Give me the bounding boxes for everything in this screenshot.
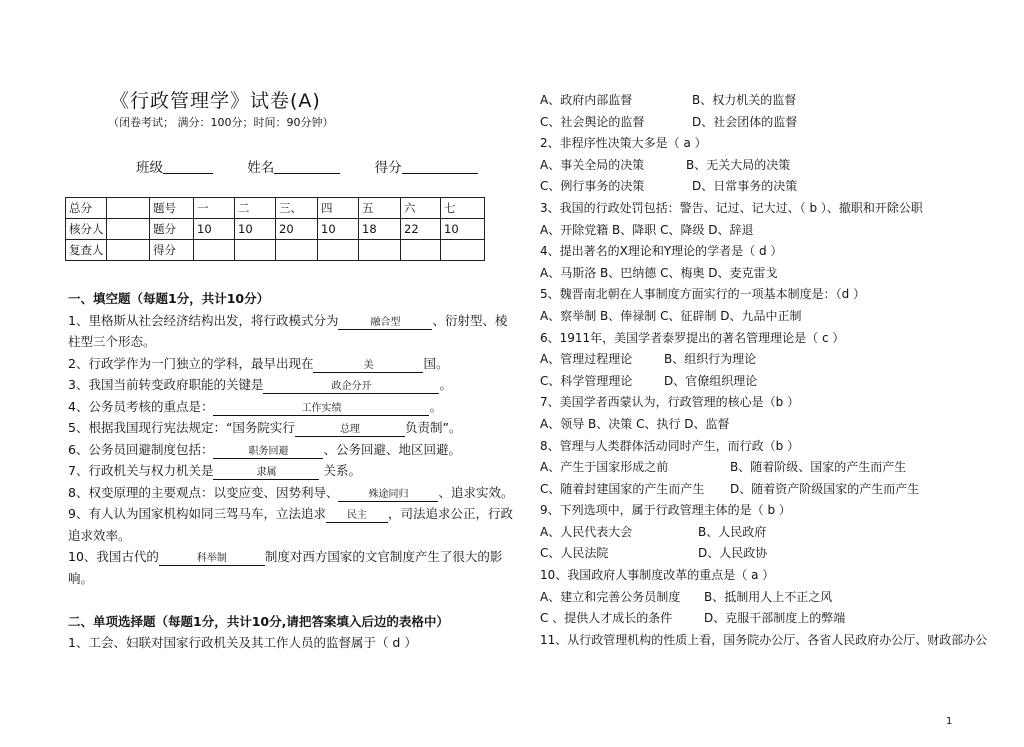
right-column (540, 90, 988, 651)
table-cell[interactable] (107, 240, 150, 261)
option-line: A、领导 B、决策 C、执行 D、监督 (540, 416, 730, 431)
question-line: 4、公务员考核的重点是： 工作实绩 。 (68, 398, 442, 414)
table-cell: 题号 (150, 198, 194, 219)
option-line: A、政府内部监督 B、权力机关的监督 (540, 93, 797, 107)
option-line: C、随着封建国家的产生而产生 D、随着资产阶级国家的产生而产生 (540, 481, 920, 496)
name-label: 姓名 (247, 160, 275, 176)
answer-blank[interactable]: 民主 (326, 509, 388, 523)
option-line: A、建立和完善公务员制度 B、抵制用人上不正之风 (540, 589, 833, 604)
table-cell: 10 (318, 219, 359, 240)
question-line: 10、我国政府人事制度改革的重点是（ a ） (540, 568, 775, 583)
option-line: A、事关全局的决策 B、无关大局的决策 (540, 157, 791, 172)
question-line: 9、有人认为国家机构如同三驾马车，立法追求 民主 ，司法追求公正，行政 (68, 506, 513, 521)
question-line: 7、行政机关与权力机关是 隶属 关系。 (68, 463, 361, 478)
option-line: C 、提供人才成长的条件 D、克服干部制度上的弊端 (540, 611, 846, 626)
table-cell[interactable] (235, 240, 276, 261)
table-cell: 三、 (276, 198, 318, 219)
table-cell[interactable] (318, 240, 359, 261)
question-line: 5、根据我国现行宪法规定：“国务院实行 总理 负责制”。 (68, 420, 462, 435)
table-cell[interactable] (194, 240, 235, 261)
answer-blank[interactable]: 殊途同归 (338, 488, 438, 502)
answer-blank[interactable]: 融合型 (338, 316, 432, 330)
table-cell: 总分 (66, 198, 107, 219)
table-row (66, 240, 485, 261)
question-line: 6、公务员回避制度包括： 职务回避 、公务回避、地区回避。 (68, 441, 461, 457)
option-line: A、产生于国家形成之前 B、随着阶级、国家的产生而产生 (540, 460, 907, 475)
answer-blank[interactable]: 职务回避 (213, 445, 323, 459)
table-cell: 二 (235, 198, 276, 219)
question-line: 追求效率。 (68, 527, 131, 543)
option-line: A、马斯洛 B、巴纳德 C、梅奥 D、麦克雷戈 (540, 265, 778, 280)
option-line: A、人民代表大会 B、人民政府 (540, 524, 767, 539)
question-line: 4、提出著名的X理论和Y理论的学者是（ d ） (540, 244, 783, 259)
table-cell[interactable] (441, 240, 485, 261)
question-line: 1、工会、妇联对国家行政机关及其工作人员的监督属于（ d ） (68, 635, 417, 650)
answer-blank[interactable]: 隶属 (213, 466, 319, 480)
answer-blank[interactable]: 总理 (295, 423, 405, 437)
option-line: C、科学管理理论 D、官僚组织理论 (540, 373, 758, 388)
question-line: 2、行政学作为一门独立的学科，最早出现在 美 国。 (68, 355, 449, 371)
table-cell: 复查人 (66, 240, 107, 261)
table-cell: 20 (276, 219, 318, 240)
table-cell[interactable] (359, 240, 401, 261)
table-cell: 题分 (150, 219, 194, 240)
table-cell: 四 (318, 198, 359, 219)
table-cell[interactable] (276, 240, 318, 261)
option-line: A、察举制 B、俸禄制 C、征辟制 D、九品中正制 (540, 308, 802, 323)
class-label: 班级 (136, 160, 163, 176)
table-cell: 10 (194, 219, 235, 240)
spacer (68, 589, 500, 611)
table-cell: 10 (441, 219, 485, 240)
table-cell[interactable] (107, 219, 150, 240)
table-cell: 10 (235, 219, 276, 240)
table-cell: 得分 (150, 240, 194, 261)
table-cell: 核分人 (66, 219, 107, 240)
score-table (65, 197, 485, 261)
table-row (66, 198, 485, 219)
answer-blank[interactable]: 政企分开 (263, 380, 439, 394)
answer-blank[interactable]: 科举制 (159, 552, 265, 566)
table-row (66, 219, 485, 240)
student-info-line (68, 156, 478, 176)
question-line: 1、里格斯从社会经济结构出发，将行政模式分为 融合型 、衍射型、棱 (68, 312, 508, 328)
question-line: 10、我国古代的 科举制 制度对西方国家的文官制度产生了很大的影 (68, 549, 503, 564)
class-blank[interactable] (163, 159, 213, 174)
table-cell: 18 (359, 219, 401, 240)
left-column (68, 288, 514, 654)
section1-heading: 一、填空题（每题1分，共计10分） (68, 291, 270, 306)
question-line: 8、权变原理的主要观点：以变应变、因势利导、 殊途同归 、追求实效。 (68, 484, 514, 500)
score-label: 得分 (374, 160, 402, 176)
exam-title: 《行政管理学》试卷(A) (110, 90, 321, 112)
question-line: 3、我国的行政处罚包括：警告、记过、记大过、（ b ）、撤职和开除公职 (540, 200, 923, 215)
page-number: 1 (946, 716, 953, 727)
answer-blank[interactable]: 美 (313, 359, 423, 373)
table-cell[interactable] (107, 198, 150, 219)
table-cell[interactable] (401, 240, 441, 261)
option-line: A、管理过程理论 B、组织行为理论 (540, 352, 757, 367)
option-line: C、社会舆论的监督 D、社会团体的监督 (540, 114, 798, 129)
question-line: 11、从行政管理机构的性质上看，国务院办公厅、各省人民政府办公厅、财政部办公 (540, 632, 988, 647)
table-cell: 五 (359, 198, 401, 219)
question-line: 2、非程序性决策大多是（ a ） (540, 136, 707, 151)
table-cell: 七 (441, 198, 485, 219)
question-line: 7、美国学者西蒙认为，行政管理的核心是（b ） (540, 395, 800, 410)
score-blank[interactable] (402, 159, 478, 174)
option-line: A、开除党籍 B、降职 C、降级 D、辞退 (540, 222, 754, 237)
answer-blank[interactable]: 工作实绩 (213, 402, 429, 416)
table-cell: 22 (401, 219, 441, 240)
question-line: 5、魏晋南北朝在人事制度方面实行的一项基本制度是：（d ） (540, 287, 866, 302)
option-line: C、人民法院 D、人民政协 (540, 546, 768, 561)
question-line: 响。 (68, 570, 94, 586)
table-cell: 一 (194, 198, 235, 219)
question-line: 6、1911年，美国学者泰罗提出的著名管理理论是（ c ） (540, 330, 845, 345)
question-line: 9、下列选项中，属于行政管理主体的是（ b ） (540, 503, 791, 518)
table-cell: 六 (401, 198, 441, 219)
question-line: 3、我国当前转变政府职能的关键是 政企分开 。 (68, 377, 452, 392)
exam-subtitle: （闭卷考试； 满分：100分；时间：90分钟） (108, 116, 334, 129)
question-line: 柱型三个形态。 (68, 334, 156, 349)
option-line: C、例行事务的决策 D、日常事务的决策 (540, 179, 798, 194)
question-line: 8、管理与人类群体活动同时产生，而行政（b ） (540, 438, 800, 453)
name-blank[interactable] (274, 159, 340, 174)
section2-heading: 二、单项选择题（每题1分，共计10分,请把答案填入后边的表格中） (68, 613, 449, 629)
